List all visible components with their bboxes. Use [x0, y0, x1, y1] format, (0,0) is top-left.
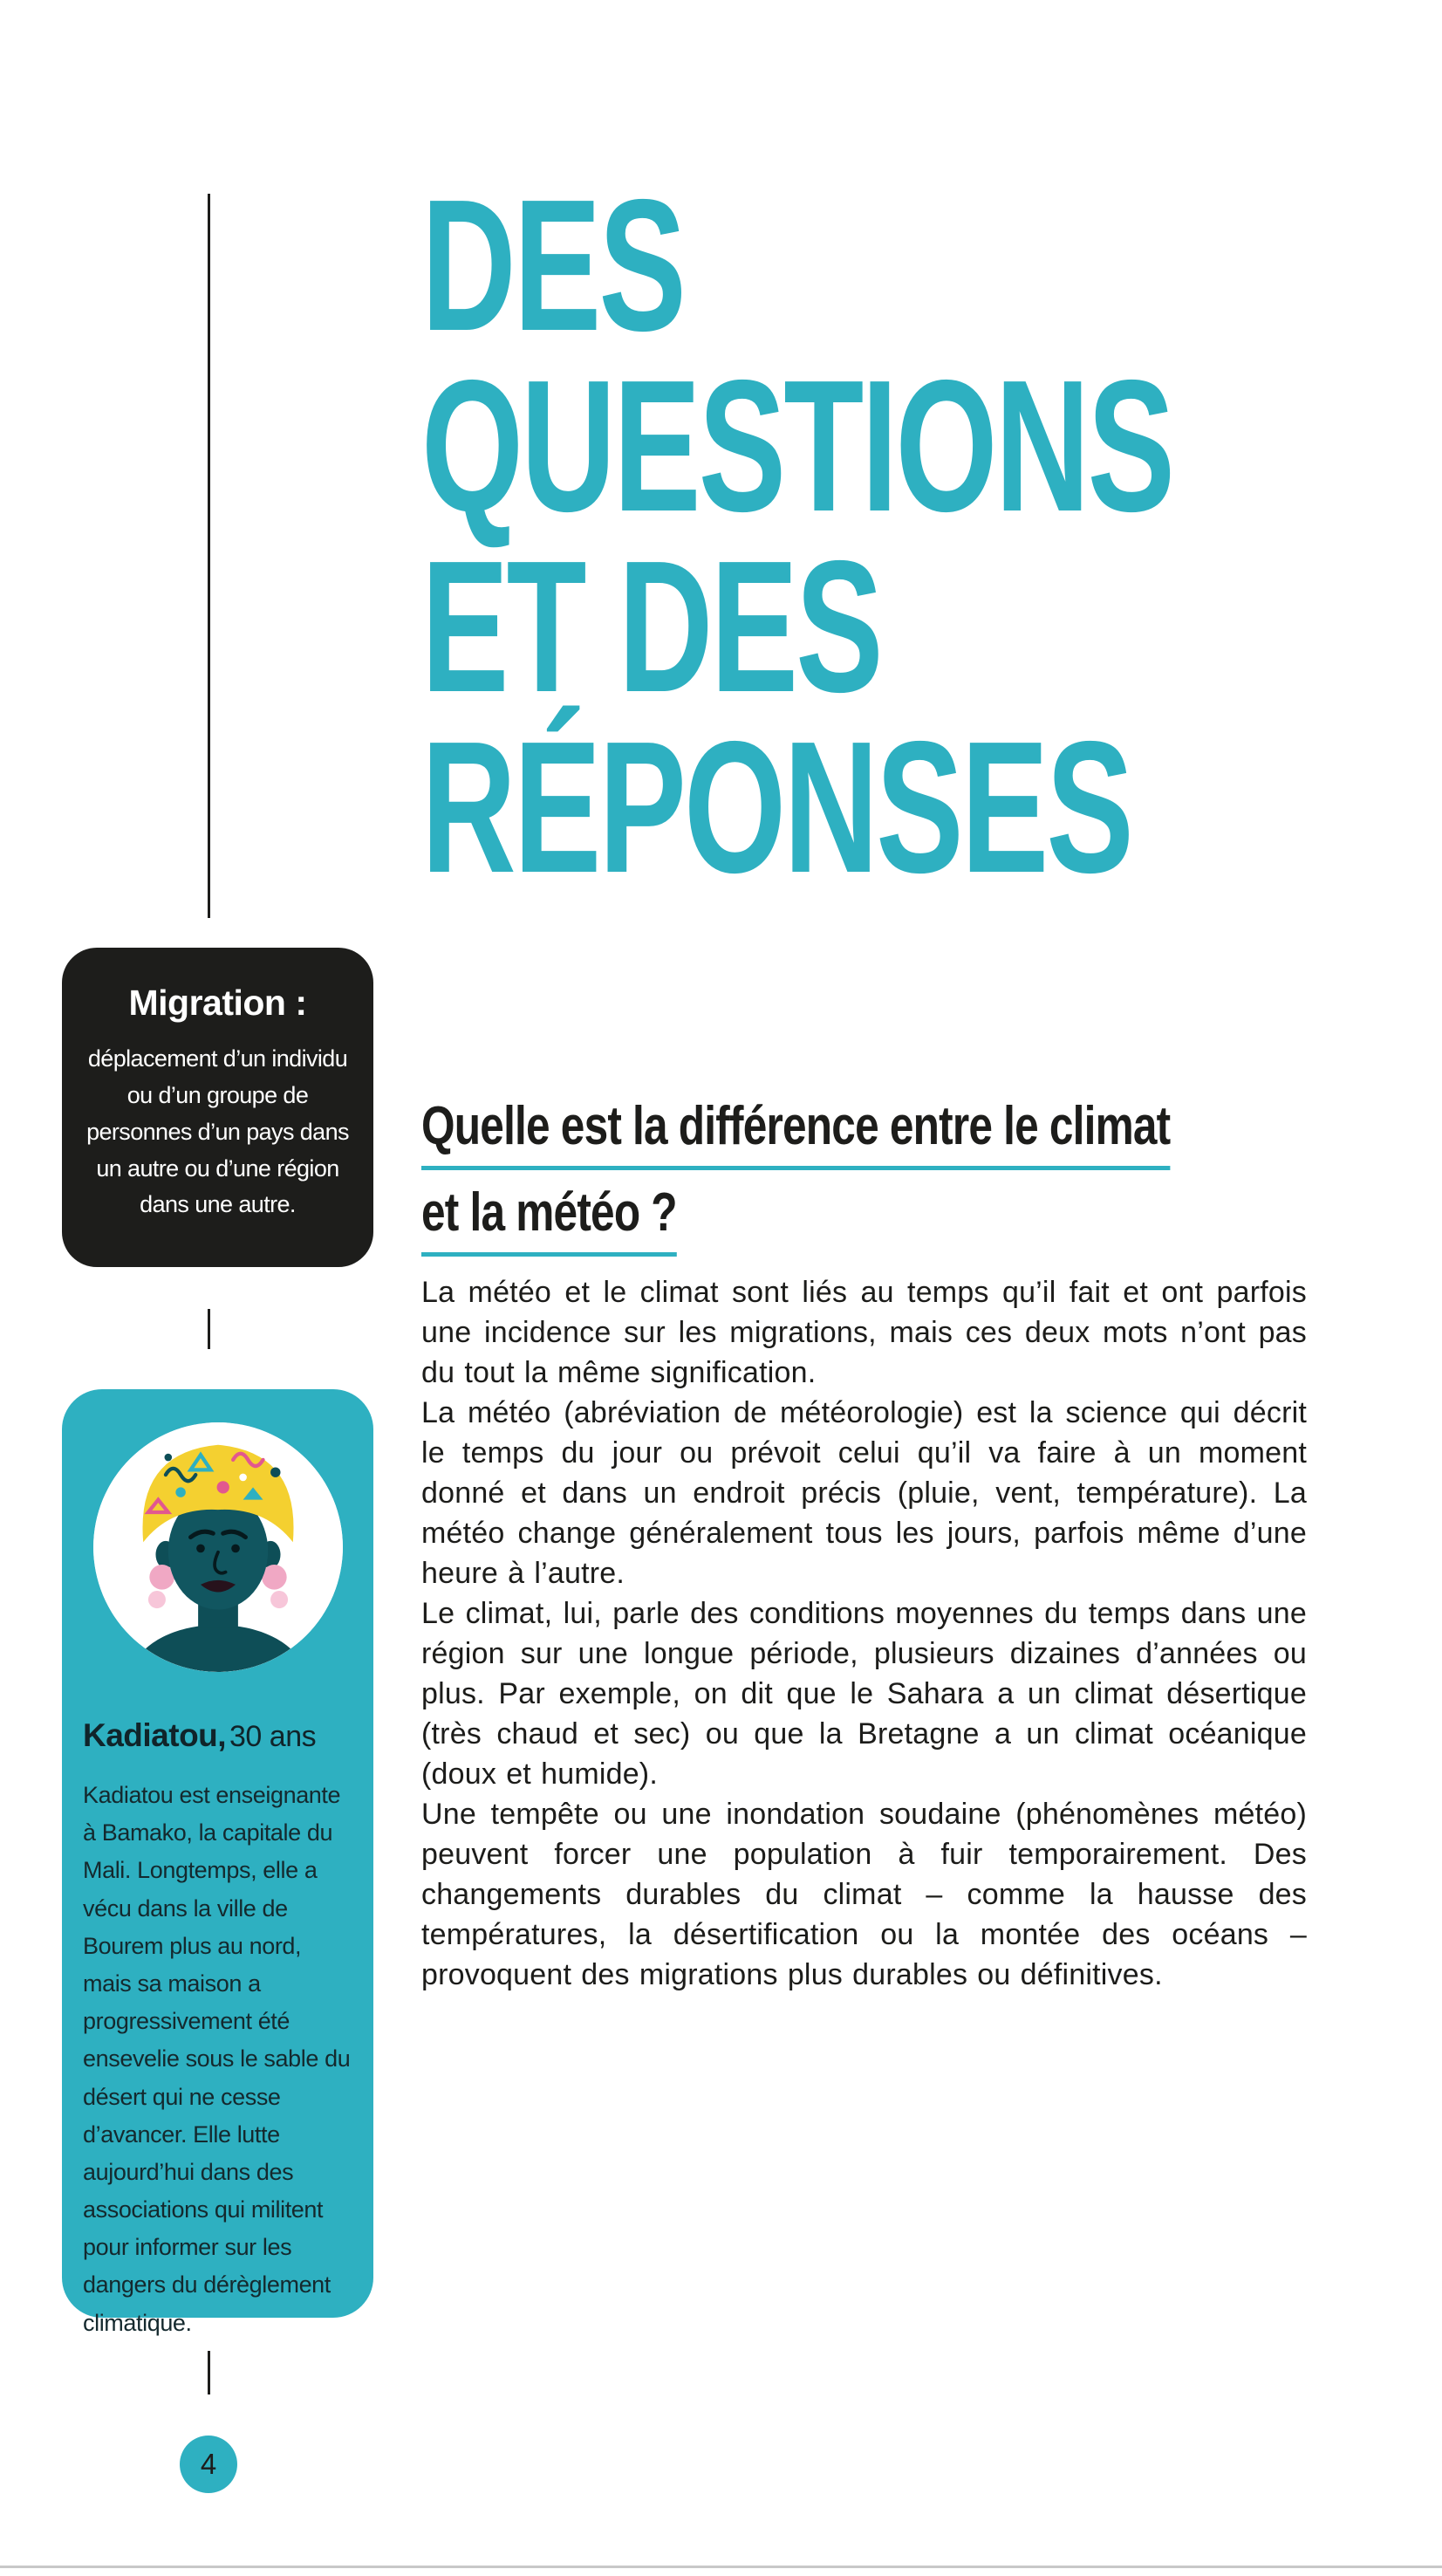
page-number-badge [180, 2436, 237, 2493]
definition-text: déplacement d’un individu ou d’un groupe de personnes d’un pays dans un autre ou d’une région dans une autre. [86, 1045, 349, 1218]
vertical-rule-top [208, 194, 210, 918]
paragraph-3: Le climat, lui, parle des conditions moyennes du temps dans une région sur une longue période, plusieurs dizaines d’années ou plus. Par exemple, on dit que le Sahara a un climat désertique (très chaud et sec) ou que la Bretagne a un climat océanique (doux et humide). [421, 1597, 1307, 1791]
definition-term: Migration : [128, 983, 307, 1023]
profile-name-text: Kadiatou, [83, 1717, 227, 1753]
title-line-2: QUESTIONS [421, 340, 1173, 551]
kadiatou-portrait-illustration [93, 1422, 343, 1672]
profile-age-text: 30 ans [229, 1720, 317, 1753]
article-column [421, 1096, 1307, 1995]
question-line-1: Quelle est la différence entre le climat [421, 1096, 1170, 1170]
portrait-circle [93, 1422, 343, 1672]
title-line-1: DES [421, 160, 685, 370]
definition-box [62, 948, 373, 1267]
paragraph-1: La météo et le climat sont liés au temps qu’il fait et ont parfois une incidence sur les migrations, mais ces deux mots n’ont pas du tout la même signification. [421, 1276, 1307, 1389]
paragraph-2: La météo (abréviation de météorologie) est la science qui décrit le temps du jour ou prévoit celui qu’il va faire à un moment donné et dans un endroit précis (pluie, vent, température). La météo change généralement tous les jours, parfois même d’une heure à l’autre. [421, 1396, 1307, 1590]
title-line-4: RÉPONSES [421, 702, 1131, 912]
paragraph-4: Une tempête ou une inondation soudaine (phénomènes météo) peuvent forcer une population à fuir temporairement. Des changements durables du climat – comme la hausse des températures, la désertification ou la montée des océans – provoquent des migrations plus durables ou définitives. [421, 1798, 1307, 1991]
article-body [421, 1272, 1307, 1995]
profile-name [83, 1717, 352, 1754]
profile-card [62, 1389, 373, 2336]
vertical-rule-middle [208, 1309, 210, 1349]
question-heading [421, 1096, 1307, 1257]
vertical-rule-bottom [208, 2351, 210, 2394]
question-line-2: et la météo ? [421, 1182, 677, 1257]
page-title [421, 160, 1173, 912]
title-line-3: ET DES [421, 521, 881, 731]
page-bottom-edge [0, 2566, 1442, 2568]
page-number-text: 4 [200, 2448, 217, 2480]
profile-bio: Kadiatou est enseignante à Bamako, la capitale du Mali. Longtemps, elle a vécu dans la ville de Bourem plus au nord, mais sa maison a progressivement été ensevelie sous le sable du désert qui ne cesse d’avancer. Elle lutte aujourd’hui dans des associations qui militent pour informer sur les dangers du dérèglement climatique. [83, 1782, 351, 2336]
